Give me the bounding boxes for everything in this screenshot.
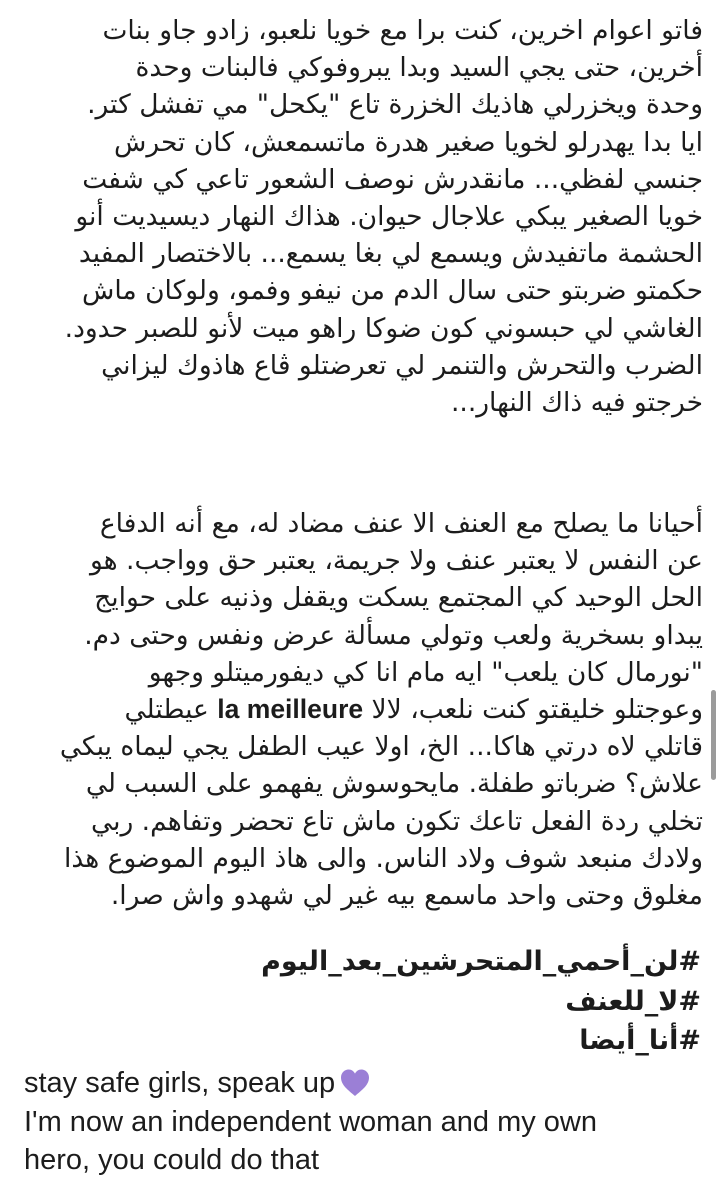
paragraph-line: جنسي لفظي... مانقدرش نوصف الشعور تاعي كي شفت xyxy=(82,163,703,195)
paragraph-line: مغلوق وحتى واحد ماسمع بيه غير لي شهدو واش صرا. xyxy=(110,879,703,911)
mixed-line-start: وعوجتلو خليقتو كنت نلعب، لالا xyxy=(363,693,703,725)
paragraph-line: ولادك منبعد شوف ولاد الناس. والى هاذ اليوم الموضوع هذا xyxy=(63,842,703,874)
paragraph-line: عن النفس لا يعتبر عنف ولا جريمة، يعتبر حق وواجب. هو xyxy=(89,545,703,577)
paragraph-line: الحل الوحيد كي المجتمع يسكت ويقفل وذنيه على حوايج xyxy=(94,582,703,614)
hashtag-list xyxy=(261,942,701,1061)
latin-phrase: la meilleure xyxy=(217,693,364,724)
paragraph-line: يبداو بسخرية ولعب وتولي مسألة عرض ونفس وحتى دم. xyxy=(84,619,703,651)
arabic-paragraph-1 xyxy=(19,12,703,421)
paragraph-line: قاتلي لاه درتي هاكا... الخ، اولا عيب الطفل يجي ليماه يبكي xyxy=(59,731,703,763)
paragraph-line: ايا بدا يهدرلو لخويا صغير هدرة ماتسمعش، كان تحرش xyxy=(113,126,703,158)
arabic-paragraph-2 xyxy=(19,505,703,914)
paragraph-line: أخرين، حتى يجي السيد وبدا يبروفوكي فالبنات وحدة xyxy=(135,52,703,84)
paragraph-line: "نورمال كان يلعب" ايه مام انا كي ديفورميتلو وجهو xyxy=(148,656,703,688)
hashtag-link[interactable]: #أنا_أيضا xyxy=(579,1025,701,1056)
paragraph-line: تخلي ردة الفعل تاعك تكون ماش تاع تحضر وتفاهم. ربي xyxy=(91,805,703,837)
paragraph-line: علاش؟ ضرباتو طفلة. مايحوسوش يفهمو على السبب لي xyxy=(85,768,703,800)
paragraph-line-mixed xyxy=(19,691,703,728)
paragraph-line: الحشمة ماتفيدش ويسمع لي بغا يسمع... بالاختصار المفيد xyxy=(78,238,703,270)
english-line-text: stay safe girls, speak up xyxy=(24,1067,336,1099)
english-line: I'm now an independent woman and my own xyxy=(24,1105,597,1138)
paragraph-line: الغاشي لي حبسوني كون ضوكا راهو ميت لأنو للصبر حدود. xyxy=(64,312,703,344)
paragraph-line: الضرب والتحرش والتنمر لي تعرضتلو ڨاع هاذوك ليزاني xyxy=(101,349,703,381)
paragraph-line: أحيانا ما يصلح مع العنف الا عنف مضاد له، مع أنه الدفاع xyxy=(99,508,703,539)
english-line xyxy=(24,1064,704,1103)
paragraph-line: خرجتو فيه ذاك النهار... xyxy=(450,386,703,418)
english-line: hero, you could do that xyxy=(24,1144,320,1177)
english-message xyxy=(24,1064,704,1180)
hashtag-link[interactable]: #لن_أحمي_المتحرشين_بعد_اليوم xyxy=(261,946,701,977)
paragraph-line: خويا الصغير يبكي علاجال حيوان. هذاك النهار ديسيديت أنو xyxy=(75,200,703,232)
paragraph-line: حكمتو ضربتو حتى سال الدم من نيفو وفمو، ولوكان ماش xyxy=(82,275,703,307)
purple-heart-icon xyxy=(339,1068,371,1098)
paragraph-line: فاتو اعوام اخرين، كنت برا مع خويا نلعبو، زادو جاو بنات xyxy=(102,15,703,46)
paragraph-line: وحدة ويخزرلي هاذيك الخزرة تاع "يكحل" مي تفشل كتر. xyxy=(87,89,703,121)
mixed-line-end: عيطتلي xyxy=(124,693,218,725)
hashtag-link[interactable]: #لا_للعنف xyxy=(565,985,701,1017)
scrollbar-thumb[interactable] xyxy=(711,690,716,780)
